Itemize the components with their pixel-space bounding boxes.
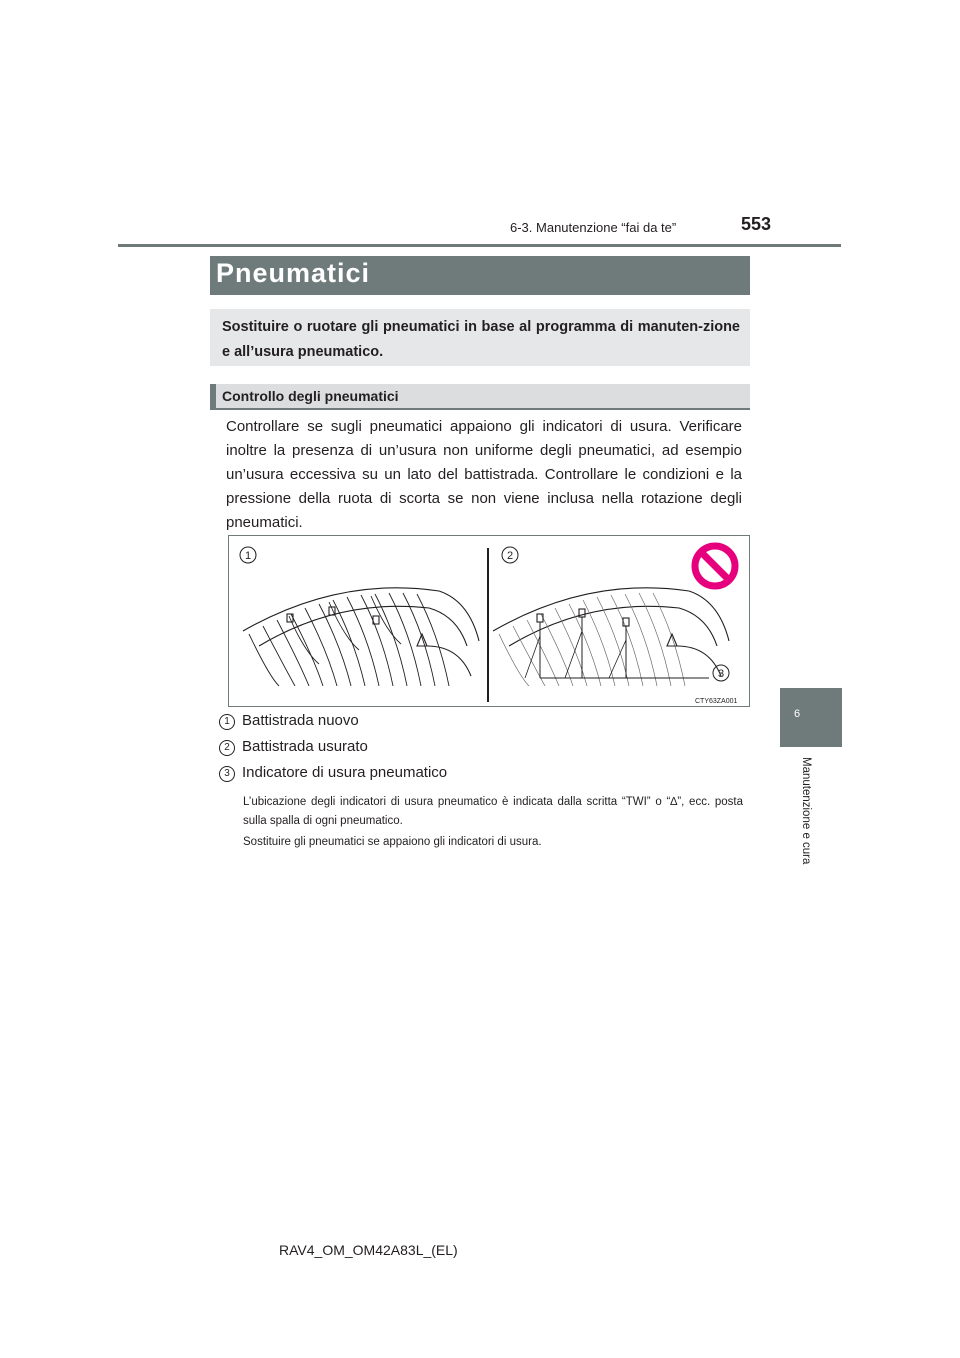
note-paragraph: L’ubicazione degli indicatori di usura pneumatico è indicata dalla scritta “TWI” o “∆”, ecc. posta sulla spalla di ogni pneumatico.	[243, 796, 743, 827]
subheading-rule	[210, 408, 750, 410]
callout-2	[502, 547, 518, 563]
worn-tread-tire-drawing	[493, 588, 729, 686]
body-paragraph: Controllare se sugli pneumatici appaiono gli indicatori di usura. Verificare inoltre la presenza di un’usura non uniforme degli pneumatici, ad esempio un’usura eccessiva su un lato del battistrada. Controllare le condizioni e la pressione della ruota di scorta se non viene inclusa nella rotazione degli pneumatici.	[226, 418, 742, 531]
header-rule	[118, 244, 841, 247]
callout-1	[240, 547, 256, 563]
intro-text: Sostituire o ruotare gli pneumatici in base al programma di manuten-zione e all’usura pneumatico.	[222, 319, 740, 360]
svg-text:3: 3	[717, 668, 725, 680]
callout-3	[713, 665, 729, 681]
svg-text:1: 1	[244, 550, 252, 562]
svg-text:2: 2	[506, 550, 514, 562]
subheading: Controllo degli pneumatici	[222, 388, 399, 404]
legend-label: Indicatore di usura pneumatico	[242, 764, 448, 781]
legend-number: 3	[219, 766, 235, 782]
legend-item	[219, 764, 447, 782]
legend-label: Battistrada usurato	[242, 738, 368, 755]
figure-code: CTY63ZA001	[695, 698, 738, 705]
page-number: 553	[741, 214, 772, 234]
new-tread-tire-drawing	[243, 588, 479, 686]
legend-item	[219, 712, 359, 730]
legend-number: 2	[219, 740, 235, 756]
note-paragraph: Sostituire gli pneumatici se appaiono gli indicatori di usura.	[243, 836, 542, 848]
prohibited-icon	[695, 546, 735, 586]
legend-label: Battistrada nuovo	[242, 712, 359, 729]
legend-item	[219, 738, 368, 756]
header-section-title: 6-3. Manutenzione “fai da te”	[510, 220, 677, 235]
subheading-accent	[210, 384, 216, 409]
footer-document-code: RAV4_OM_OM42A83L_(EL)	[279, 1242, 458, 1258]
page-title: Pneumatici	[216, 258, 371, 288]
chapter-number: 6	[793, 708, 801, 720]
chapter-label: Manutenzione e cura	[800, 757, 812, 865]
tire-tread-figure	[228, 535, 750, 707]
legend-number: 1	[219, 714, 235, 730]
